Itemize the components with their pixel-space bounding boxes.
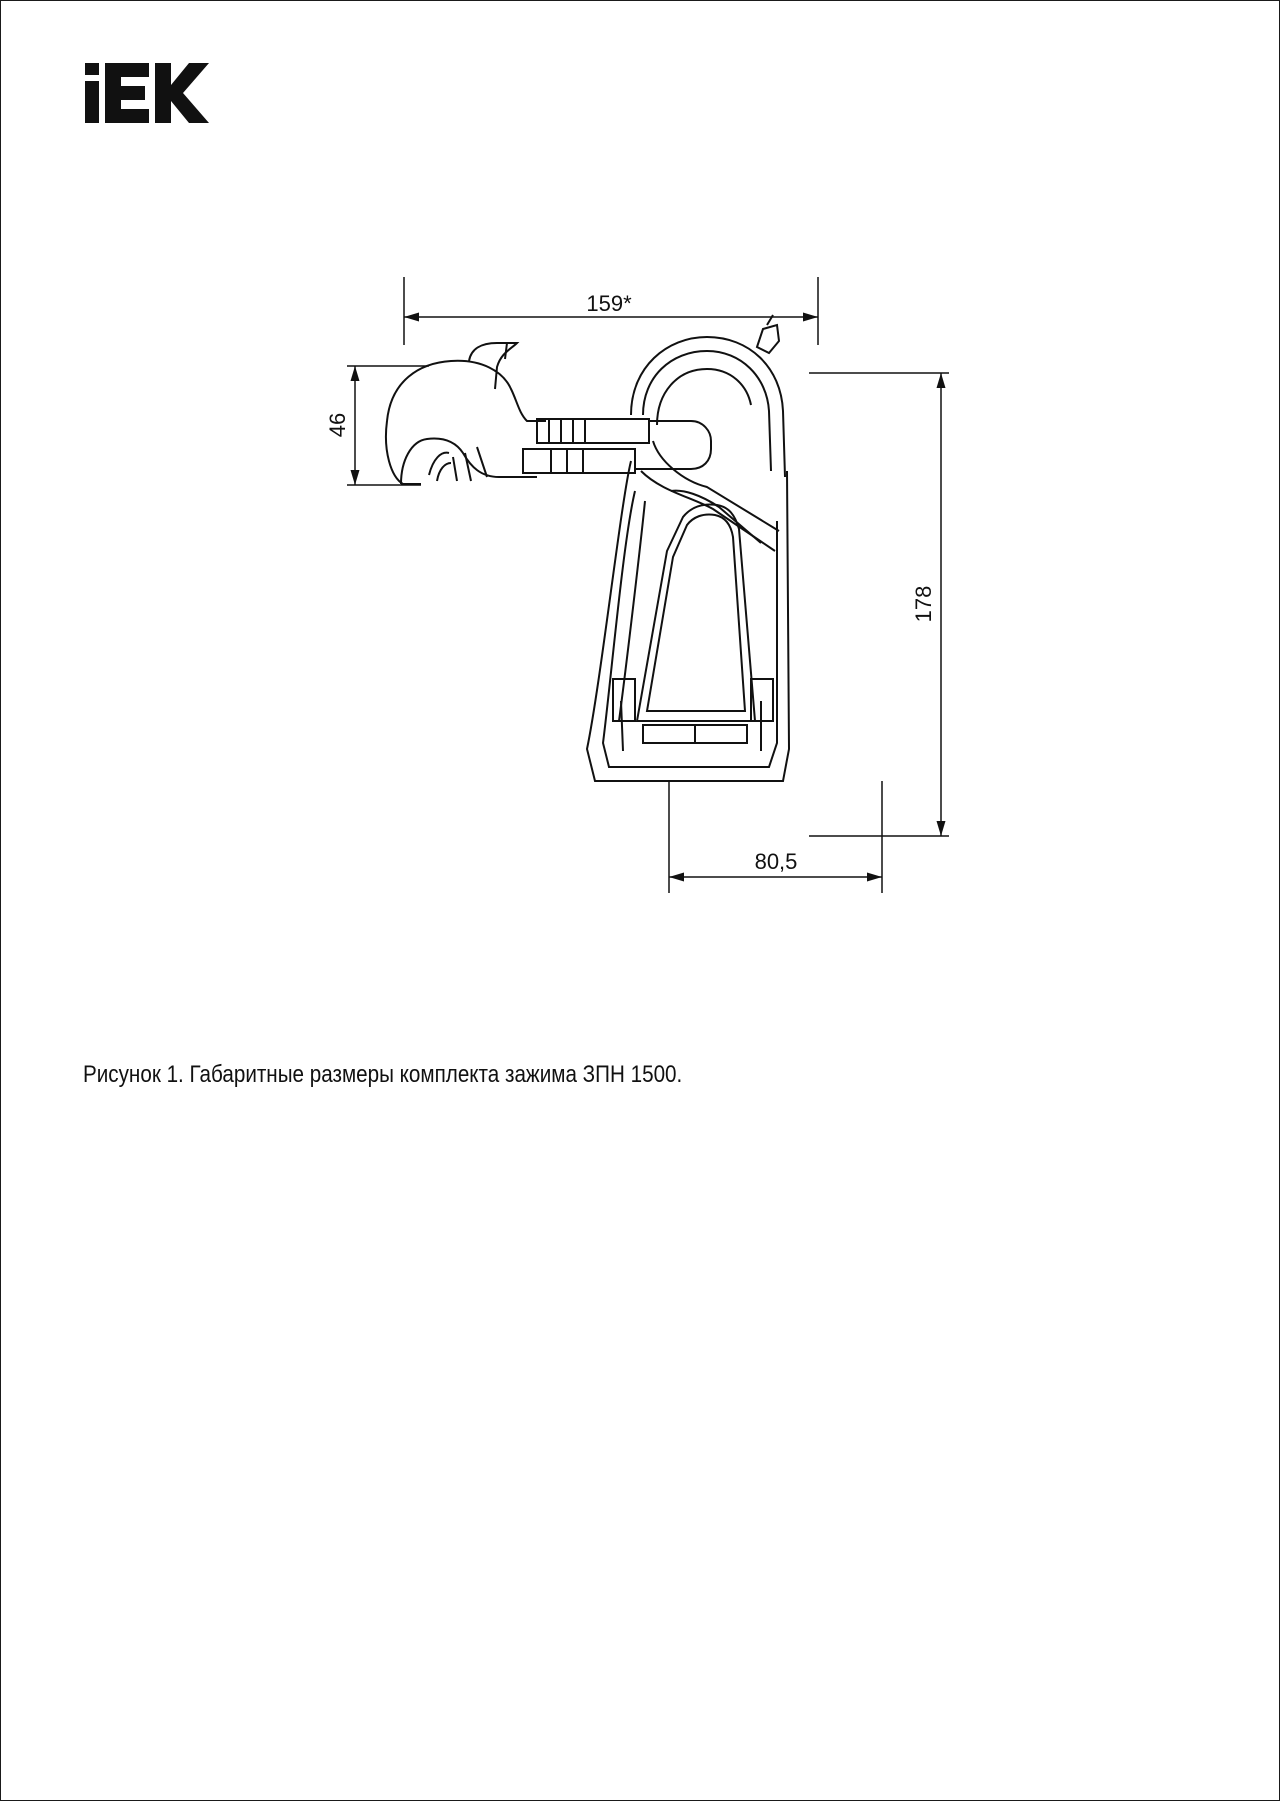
dimension-total-height: 178 [911, 585, 936, 623]
iek-logo [85, 63, 209, 123]
clamp-dimension-drawing [325, 281, 951, 901]
figure-caption: Рисунок 1. Габаритные размеры комплекта зажима ЗПН 1500. [83, 1061, 683, 1088]
dimension-base-width: 80,5 [754, 849, 798, 874]
dimension-hook-height: 46 [325, 412, 350, 438]
dimension-total-length: 159* [586, 291, 632, 316]
